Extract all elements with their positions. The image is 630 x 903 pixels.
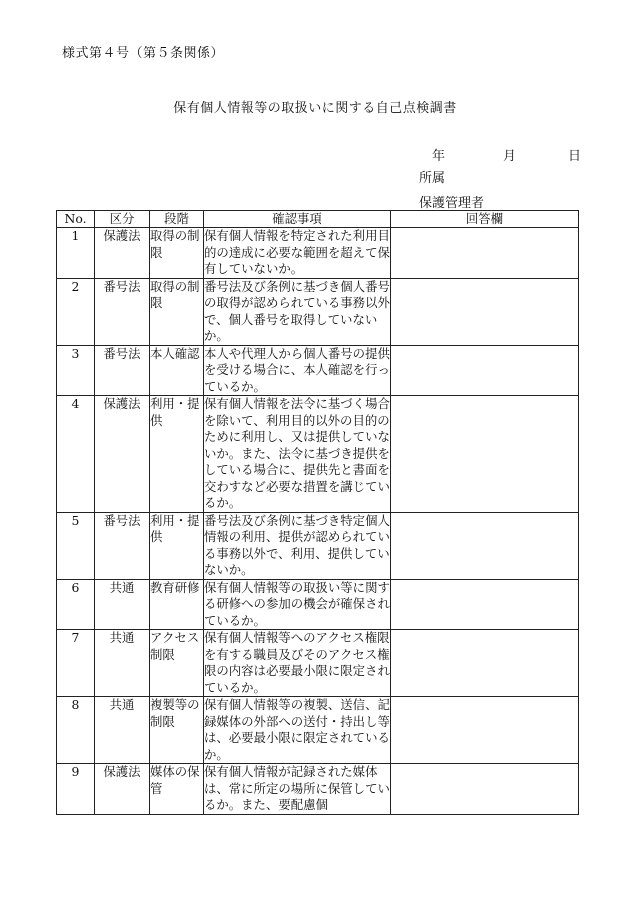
date-day-label: 日 xyxy=(568,149,582,164)
row-category: 番号法 xyxy=(95,345,150,396)
header-answer: 回答欄 xyxy=(391,211,579,228)
date-year-label: 年 xyxy=(432,149,446,164)
header-category: 区分 xyxy=(95,211,150,228)
row-number: 9 xyxy=(57,764,95,815)
row-check-item: 保有個人情報等の複製、送信、記録媒体の外部への送付・持出し等は、必要最小限に限定されているか。 xyxy=(204,697,390,762)
manager-label: 保護管理者 xyxy=(419,196,485,211)
row-number: 3 xyxy=(57,345,95,396)
row-check-item: 保有個人情報を法令に基づく場合を除いて、利用目的以外の目的のために利用し、又は提供していないか。また、法令に基づき提供をしている場合に、提供先と書面を交わすなど必要な措置を講じているか。 xyxy=(204,396,390,510)
table-row xyxy=(57,228,579,279)
date-month-label: 月 xyxy=(503,149,517,164)
row-category: 保護法 xyxy=(95,764,150,815)
row-category: 保護法 xyxy=(95,396,150,513)
row-category: 共通 xyxy=(95,697,150,764)
answer-cell[interactable] xyxy=(391,764,579,815)
row-category: 共通 xyxy=(95,579,150,630)
table-row xyxy=(57,764,579,815)
row-number: 2 xyxy=(57,278,95,345)
row-check-item: 保有個人情報等へのアクセス権限を有する職員及びそのアクセス権限の内容は必要最小限に限定されているか。 xyxy=(204,630,390,695)
row-check-item: 本人や代理人から個人番号の提供を受ける場合に、本人確認を行っているか。 xyxy=(204,345,390,394)
row-check-item: 番号法及び条例に基づき個人番号の取得が認められている事務以外で、個人番号を取得していないか。 xyxy=(204,278,390,343)
row-number: 6 xyxy=(57,579,95,630)
answer-cell[interactable] xyxy=(391,697,579,764)
answer-cell[interactable] xyxy=(391,396,579,513)
table-row xyxy=(57,512,579,579)
row-stage: 利用・提供 xyxy=(150,512,204,579)
row-category: 共通 xyxy=(95,630,150,697)
row-check-item: 保有個人情報等の取扱い等に関する研修への参加の機会が確保されているか。 xyxy=(204,579,390,628)
row-stage: 利用・提供 xyxy=(150,396,204,513)
answer-cell[interactable] xyxy=(391,512,579,579)
affiliation-label: 所属 xyxy=(419,171,446,186)
row-stage: アクセス制限 xyxy=(150,630,204,697)
header-stage: 段階 xyxy=(150,211,204,228)
row-stage: 複製等の制限 xyxy=(150,697,204,764)
row-check-item: 番号法及び条例に基づき特定個人情報の利用、提供が認められている事務以外で、利用、提供していないか。 xyxy=(204,512,390,577)
table-row xyxy=(57,697,579,764)
row-stage: 本人確認 xyxy=(150,345,204,396)
form-number: 様式第４号（第５条関係） xyxy=(62,46,225,61)
table-row xyxy=(57,345,579,396)
row-stage: 取得の制限 xyxy=(150,228,204,279)
table-row xyxy=(57,278,579,345)
row-check-item: 保有個人情報を特定された利用目的の達成に必要な範囲を超えて保有していないか。 xyxy=(204,228,390,276)
document-title: 保有個人情報等の取扱いに関する自己点検調書 xyxy=(173,101,457,116)
row-stage: 教育研修 xyxy=(150,579,204,630)
row-category: 保護法 xyxy=(95,228,150,279)
row-stage: 媒体の保管 xyxy=(150,764,204,815)
self-check-table xyxy=(56,210,579,815)
header-no: No. xyxy=(57,211,95,228)
row-number: 4 xyxy=(57,396,95,513)
row-number: 5 xyxy=(57,512,95,579)
row-category: 番号法 xyxy=(95,512,150,579)
table-row xyxy=(57,630,579,697)
answer-cell[interactable] xyxy=(391,630,579,697)
answer-cell[interactable] xyxy=(391,345,579,396)
table-row xyxy=(57,396,579,513)
row-number: 8 xyxy=(57,697,95,764)
header-check-item: 確認事項 xyxy=(204,211,391,228)
row-number: 1 xyxy=(57,228,95,279)
row-category: 番号法 xyxy=(95,278,150,345)
table-header-row xyxy=(57,211,579,228)
table-row xyxy=(57,579,579,630)
row-number: 7 xyxy=(57,630,95,697)
row-stage: 取得の制限 xyxy=(150,278,204,345)
answer-cell[interactable] xyxy=(391,228,579,279)
answer-cell[interactable] xyxy=(391,579,579,630)
row-check-item: 保有個人情報が記録された媒体は、常に所定の場所に保管しているか。また、要配慮個 xyxy=(204,764,390,812)
answer-cell[interactable] xyxy=(391,278,579,345)
